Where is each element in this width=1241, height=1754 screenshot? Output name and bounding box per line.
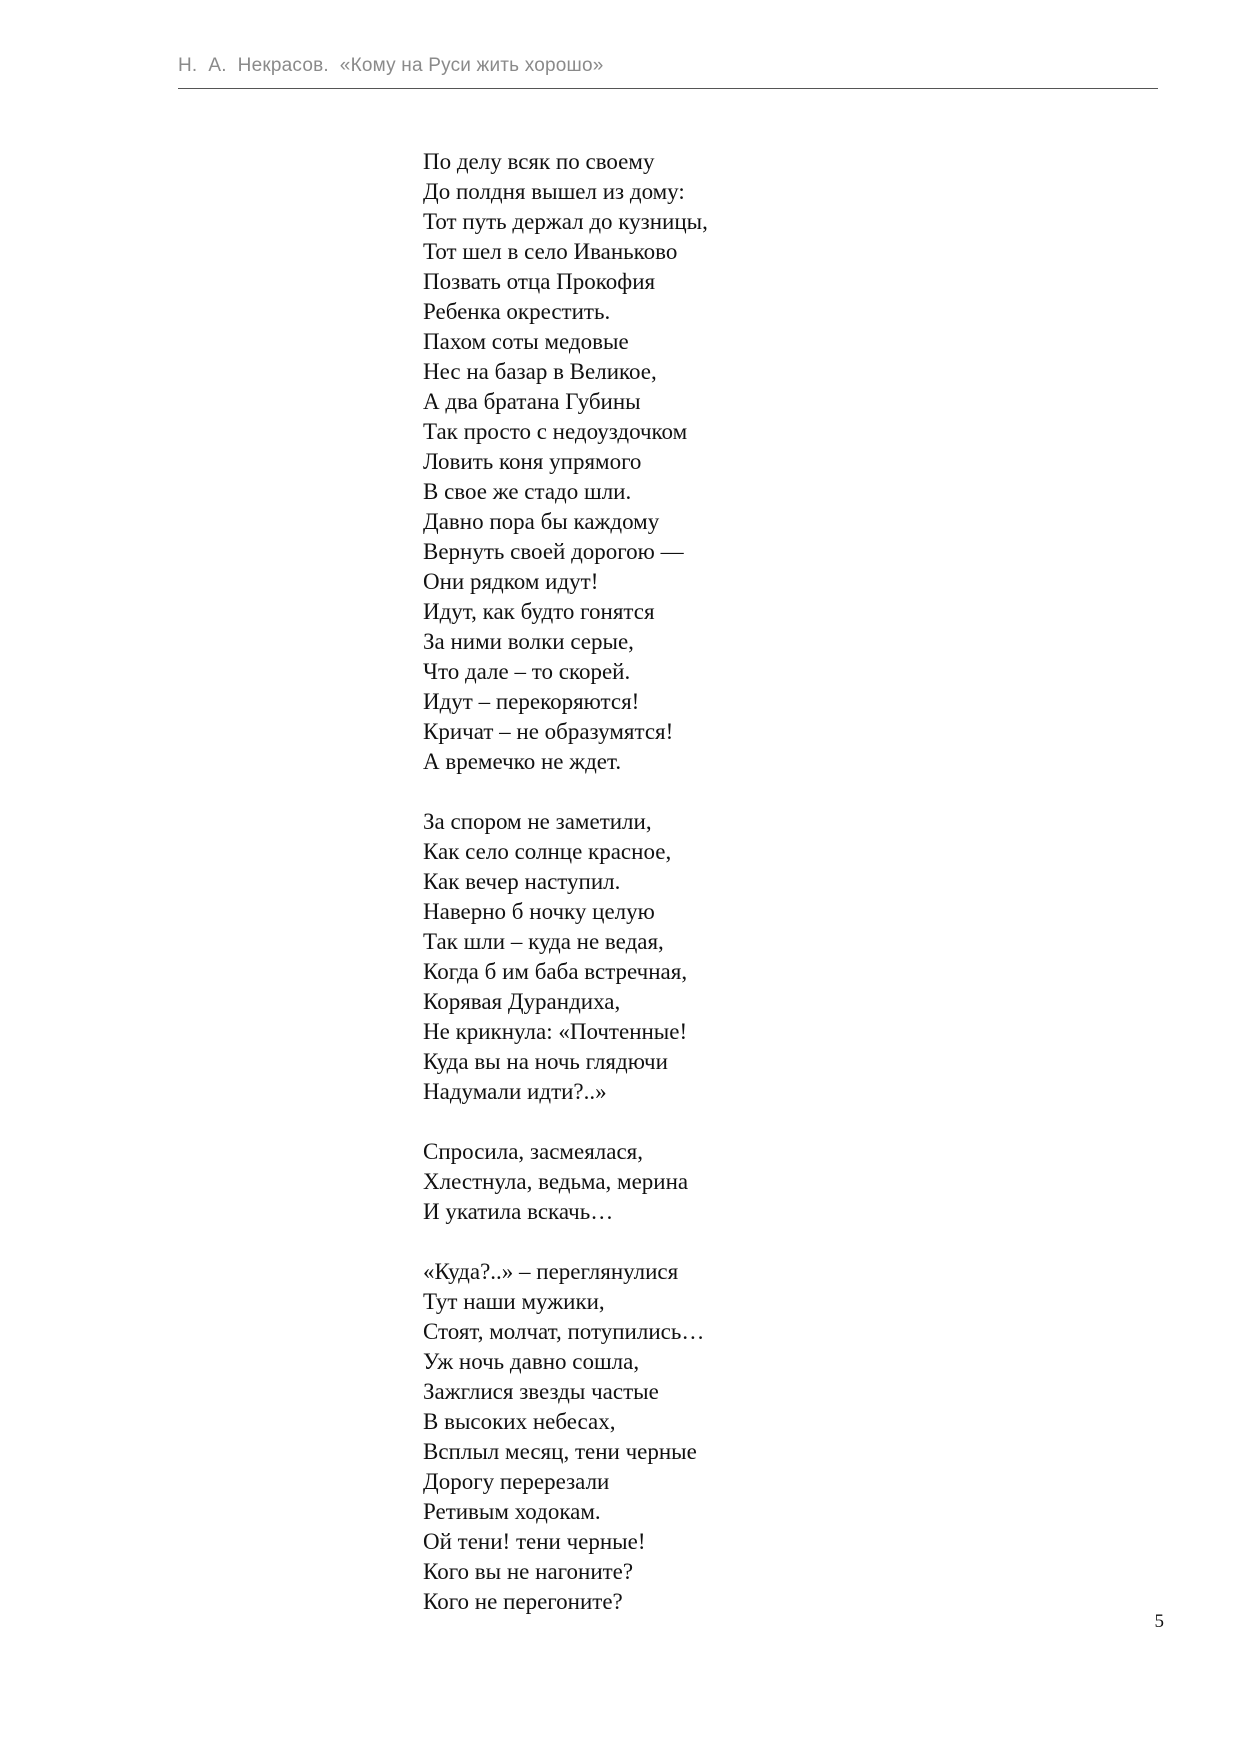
poem-line: Хлестнула, ведьма, мерина: [423, 1169, 689, 1194]
poem-line: За спором не заметили,: [423, 809, 652, 834]
stanza: [423, 147, 1023, 777]
poem-line: Идут, как будто гонятся: [423, 599, 655, 624]
poem-line: А времечко не ждет.: [423, 749, 622, 774]
poem-line: Спросила, засмеялася,: [423, 1139, 643, 1164]
poem-line: Пахом соты медовые: [423, 329, 629, 354]
poem-line: Стоят, молчат, потупились…: [423, 1319, 705, 1344]
poem-line: Зажглися звезды частые: [423, 1379, 659, 1404]
poem-line: Давно пора бы каждому: [423, 509, 660, 534]
poem-line: Уж ночь давно сошла,: [423, 1349, 640, 1374]
poem-line: Всплыл месяц, тени черные: [423, 1439, 697, 1464]
poem-line: Тот шел в село Иваньково: [423, 239, 678, 264]
poem-line: Ловить коня упрямого: [423, 449, 642, 474]
poem-line: Ребенка окрестить.: [423, 299, 611, 324]
poem-line: Как село солнце красное,: [423, 839, 672, 864]
poem-line: Вернуть своей дорогою —: [423, 539, 684, 564]
stanza: [423, 1137, 1023, 1227]
poem-line: Так шли – куда не ведая,: [423, 929, 664, 954]
poem-line: Кого не перегоните?: [423, 1589, 623, 1614]
poem-line: Позвать отца Прокофия: [423, 269, 656, 294]
poem-line: Тут наши мужики,: [423, 1289, 605, 1314]
poem-line: Что дале – то скорей.: [423, 659, 631, 684]
poem-line: Они рядком идут!: [423, 569, 599, 594]
page-number: 5: [1154, 1611, 1164, 1632]
poem-line: И укатила вскачь…: [423, 1199, 614, 1224]
poem-line: Корявая Дурандиха,: [423, 989, 621, 1014]
poem-line: Так просто с недоуздочком: [423, 419, 688, 444]
poem-line: В высоких небесах,: [423, 1409, 616, 1434]
poem-line: За ними волки серые,: [423, 629, 634, 654]
running-header: Н. А. Некрасов. «Кому на Руси жить хорошо»: [178, 55, 604, 76]
poem-line: А два братана Губины: [423, 389, 641, 414]
stanza: [423, 807, 1023, 1107]
poem-line: Дорогу перерезали: [423, 1469, 610, 1494]
poem-line: Кого вы не нагоните?: [423, 1559, 634, 1584]
poem-line: Не крикнула: «Почтенные!: [423, 1019, 688, 1044]
poem-line: Ретивым ходокам.: [423, 1499, 601, 1524]
poem-line: Наверно б ночку целую: [423, 899, 655, 924]
poem-line: Куда вы на ночь глядючи: [423, 1049, 668, 1074]
header-rule: [178, 88, 1158, 89]
stanza: [423, 1257, 1023, 1617]
poem-line: «Куда?..» – переглянулися: [423, 1259, 679, 1284]
poem-line: Тот путь держал до кузницы,: [423, 209, 708, 234]
poem-line: Нес на базар в Великое,: [423, 359, 657, 384]
poem-line: Надумали идти?..»: [423, 1079, 607, 1104]
poem-line: Ой тени! тени черные!: [423, 1529, 646, 1554]
poem-body: [423, 147, 1023, 1647]
poem-line: Как вечер наступил.: [423, 869, 621, 894]
poem-line: Когда б им баба встречная,: [423, 959, 688, 984]
poem-line: Идут – перекоряются!: [423, 689, 640, 714]
poem-line: До полдня вышел из дому:: [423, 179, 685, 204]
poem-line: Кричат – не образумятся!: [423, 719, 674, 744]
poem-line: В свое же стадо шли.: [423, 479, 632, 504]
poem-line: По делу всяк по своему: [423, 149, 655, 174]
